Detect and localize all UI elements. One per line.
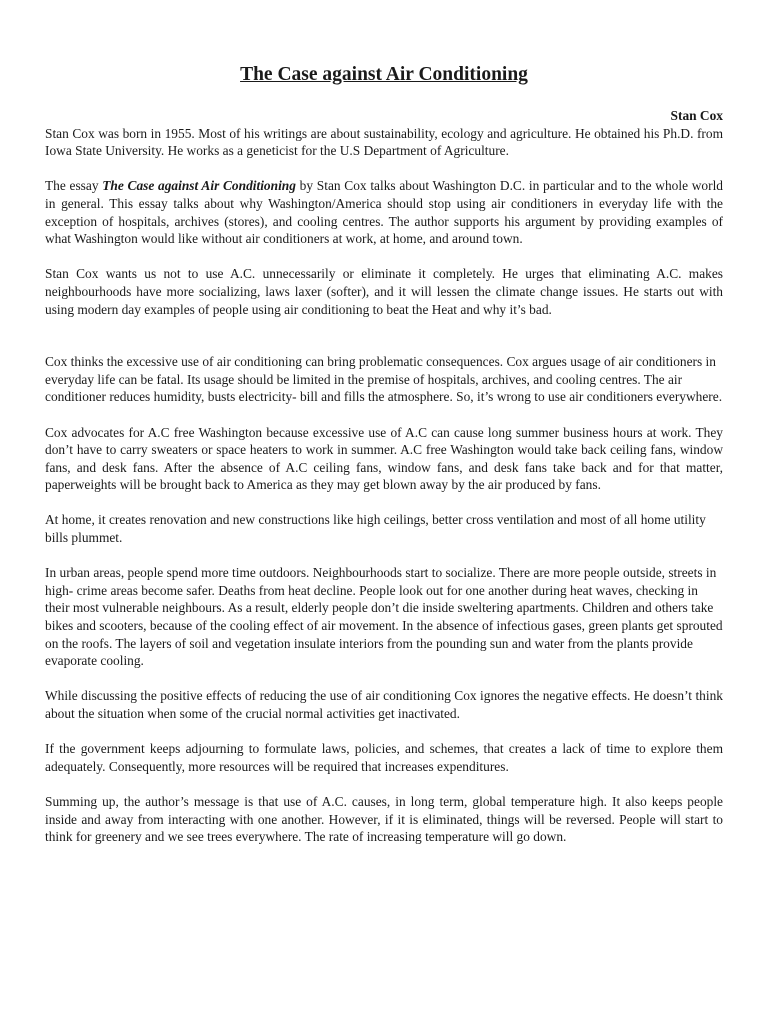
- author-bio-paragraph: Stan Cox was born in 1955. Most of his writings are about sustainability, ecology and agriculture. He obtained his Ph.D. from Iowa State University. He works as a geneticist for the U.S Department of Agriculture.: [45, 125, 723, 159]
- essay-title-emphasis: The Case against Air Conditioning: [102, 178, 296, 194]
- paragraph-stance: Stan Cox wants us not to use A.C. unnecessarily or eliminate it completely. He urges that eliminating A.C. makes neighbourhoods have more socializing, laws laxer (softer), and it will lessen the climate change issues. He starts out with using modern day examples of people using air conditioning to beat the Heat and why it’s bad.: [45, 266, 723, 317]
- essay-intro-paragraph: [45, 177, 723, 247]
- paragraph-home: At home, it creates renovation and new constructions like high ceilings, better cross ventilation and most of all home utility bills plummet.: [45, 512, 706, 546]
- paragraph-conclusion: Summing up, the author’s message is that use of A.C. causes, in long term, global temperature high. It also keeps people inside and away from interacting with one another. However, if it is eliminated, things will be reversed. People will start to think for greenery and we see trees everywhere. The rate of increasing temperature will go down.: [45, 793, 723, 845]
- intro-text-start: The essay: [45, 178, 103, 194]
- intro-text-rest: by Stan Cox talks about Washington D.C. in particular and to the whole world in general. This essay talks about why Washington/America should stop using air conditioners in everyday life with the exception of hospitals, archives (stores), and cooling centres. The author supports his argument by providing examples of what Washington would like without air conditioners at work, at home, and around town.: [45, 178, 723, 247]
- paragraph-criticism: While discussing the positive effects of reducing the use of air conditioning Cox ignores the negative effects. He doesn’t think about the situation when some of the crucial normal activities get inactivated.: [45, 688, 723, 721]
- paragraph-government: If the government keeps adjourning to formulate laws, policies, and schemes, that creates a lack of time to explore them adequately. Consequently, more resources will be required that increases expenditures.: [45, 741, 723, 774]
- paragraph-washington: Cox advocates for A.C free Washington because excessive use of A.C can cause long summer business hours at work. They don’t have to carry sweaters or space heaters to work in summer. A.C free Washington would take back ceiling fans, window fans, and desk fans. After the absence of A.C ceiling fans, window fans, and desk fans take back and for that matter, paperweights will be brought back to America as they may get blown away by the air produced by fans.: [45, 424, 723, 493]
- author-name: Stan Cox: [670, 108, 723, 123]
- document-page: [45, 62, 723, 863]
- paragraph-urban: In urban areas, people spend more time outdoors. Neighbourhoods start to socialize. There are more people outside, streets in high- crime areas become safer. Deaths from heat decline. People look out for one another during heat waves, checking in their most vulnerable neighbours. As a result, elderly people don’t die inside sweltering apartments. Children and others take bikes and scooters, because of the cooling effect of air movement. In the absence of infectious gases, green plants get sprouted on the roofs. The layers of soil and vegetation insulate interiors from the pounding sun and water from the plants provide evaporate cooling.: [45, 565, 723, 669]
- paragraph-consequences: Cox thinks the excessive use of air conditioning can bring problematic consequences. Cox argues usage of air conditioners in everyday life can be fatal. Its usage should be limited in the premise of hospitals, archives, and cooling centres. The air conditioner reduces humidity, busts electricity- bill and fills the atmosphere. So, it’s wrong to use air conditioners everywhere.: [45, 354, 723, 405]
- document-title: The Case against Air Conditioning: [240, 64, 528, 85]
